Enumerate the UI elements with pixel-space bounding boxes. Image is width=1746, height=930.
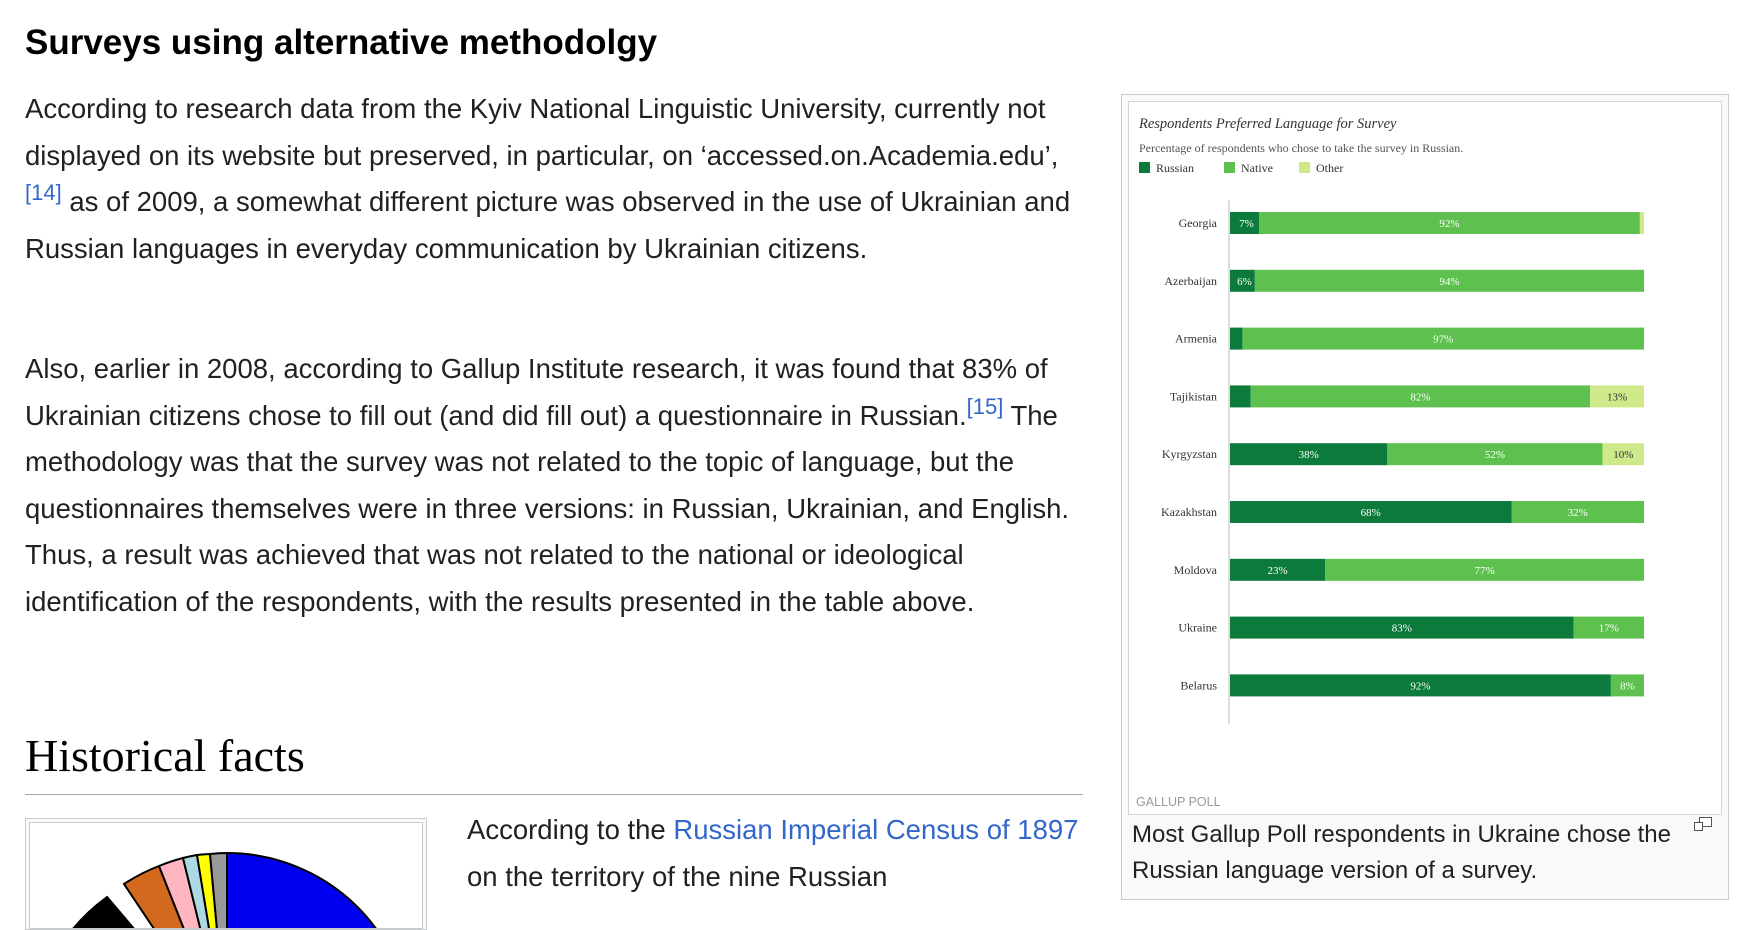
- legend-swatch: [1299, 162, 1310, 173]
- data-label: 23%: [1267, 564, 1288, 577]
- bar-segment: [1230, 328, 1242, 350]
- legend-label: Native: [1241, 161, 1273, 175]
- category-label: Moldova: [1173, 562, 1217, 577]
- gallup-language-chart: [1129, 102, 1721, 814]
- category-label: Ukraine: [1178, 620, 1217, 635]
- paragraph-text: Also, earlier in 2008, according to Gallup Institute research, it was found that 83% of Ukrainian citizens chose to fill out (and did fill out) a questionnaire in Russian.: [25, 353, 1048, 431]
- category-label: Belarus: [1180, 678, 1217, 693]
- data-label: 17%: [1598, 622, 1619, 635]
- legend-swatch: [1139, 162, 1150, 173]
- data-label: 7%: [1239, 218, 1254, 230]
- figure-caption: Most Gallup Poll respondents in Ukraine chose the Russian language version of a survey.: [1132, 821, 1671, 884]
- data-label: 8%: [1620, 680, 1635, 693]
- data-label: 13%: [1607, 391, 1628, 404]
- census-pie-thumbnail[interactable]: [25, 818, 427, 930]
- paragraph-text: According to research data from the Kyiv National Linguistic University, currently not displayed on its website but preserved, in particular, on ‘accessed.on.Academia.edu’,: [25, 93, 1059, 171]
- data-label: 10%: [1613, 449, 1634, 462]
- data-label: 68%: [1360, 507, 1381, 519]
- data-label: 32%: [1567, 507, 1588, 519]
- chart-subtitle: Percentage of respondents who chose to take the survey in Russian.: [1139, 141, 1464, 155]
- census-1897-link[interactable]: Russian Imperial Census of 1897: [673, 814, 1079, 845]
- figure-thumbnail: [1121, 94, 1729, 900]
- category-label: Kyrgyzstan: [1161, 447, 1217, 462]
- section-heading: Surveys using alternative methodolgy: [25, 23, 658, 62]
- category-label: Kazakhstan: [1161, 505, 1217, 519]
- bar-segment: [1640, 212, 1644, 234]
- data-label: 83%: [1391, 622, 1412, 635]
- chart-source-label: GALLUP POLL: [1136, 795, 1221, 809]
- census-pie-chart: [30, 823, 423, 929]
- data-label: 94%: [1439, 275, 1460, 288]
- citation-link[interactable]: [14]: [25, 180, 62, 205]
- data-label: 97%: [1433, 333, 1454, 346]
- chart-bars: [1161, 212, 1644, 696]
- magnify-clip-icon[interactable]: [1694, 817, 1712, 831]
- category-label: Georgia: [1178, 216, 1217, 230]
- data-label: 77%: [1474, 564, 1495, 577]
- legend-label: Other: [1316, 161, 1344, 175]
- chart-image-frame[interactable]: [1128, 101, 1722, 815]
- paragraph-text: on the territory of the nine Russian: [467, 860, 888, 892]
- data-label: 52%: [1484, 449, 1506, 462]
- data-label: 38%: [1298, 449, 1319, 462]
- bar-segment: [1230, 385, 1251, 407]
- paragraph-methodology-2: [25, 346, 1095, 625]
- paragraph-text: as of 2009, a somewhat different picture was observed in the use of Ukrainian and Russian languages in everyday communication by Ukrainian citizens.: [25, 186, 1071, 264]
- data-label: 6%: [1237, 275, 1252, 288]
- data-label: 82%: [1410, 391, 1431, 404]
- paragraph-text: According to the: [467, 814, 674, 845]
- historical-heading: Historical facts: [25, 730, 305, 781]
- paragraph-methodology-1: [25, 86, 1095, 272]
- paragraph-census: [467, 807, 1087, 900]
- data-label: 92%: [1410, 680, 1431, 693]
- citation-14[interactable]: [25, 180, 62, 205]
- pie-slice-blue: [227, 853, 377, 929]
- legend-label: Russian: [1156, 161, 1195, 175]
- category-label: Azerbaijan: [1164, 273, 1217, 288]
- citation-link[interactable]: [15]: [966, 393, 1004, 419]
- paragraph-text: The methodology was that the survey was not related to the topic of language, but the questionnaires themselves were in three versions: in Russian, Ukrainian, and English. Thus, a result was achieved that was not related to the national or ideological identification of the respondents, with the results presented in the table above.: [25, 399, 1070, 617]
- chart-legend: [1139, 161, 1343, 175]
- heading-divider: [25, 794, 1083, 795]
- category-label: Tajikistan: [1169, 389, 1217, 404]
- legend-swatch: [1224, 162, 1235, 173]
- data-label: 92%: [1439, 218, 1460, 230]
- pie-image-frame[interactable]: [29, 822, 423, 929]
- citation-15[interactable]: [967, 394, 1004, 419]
- chart-title: Respondents Preferred Language for Survey: [1139, 116, 1397, 132]
- category-label: Armenia: [1175, 331, 1217, 346]
